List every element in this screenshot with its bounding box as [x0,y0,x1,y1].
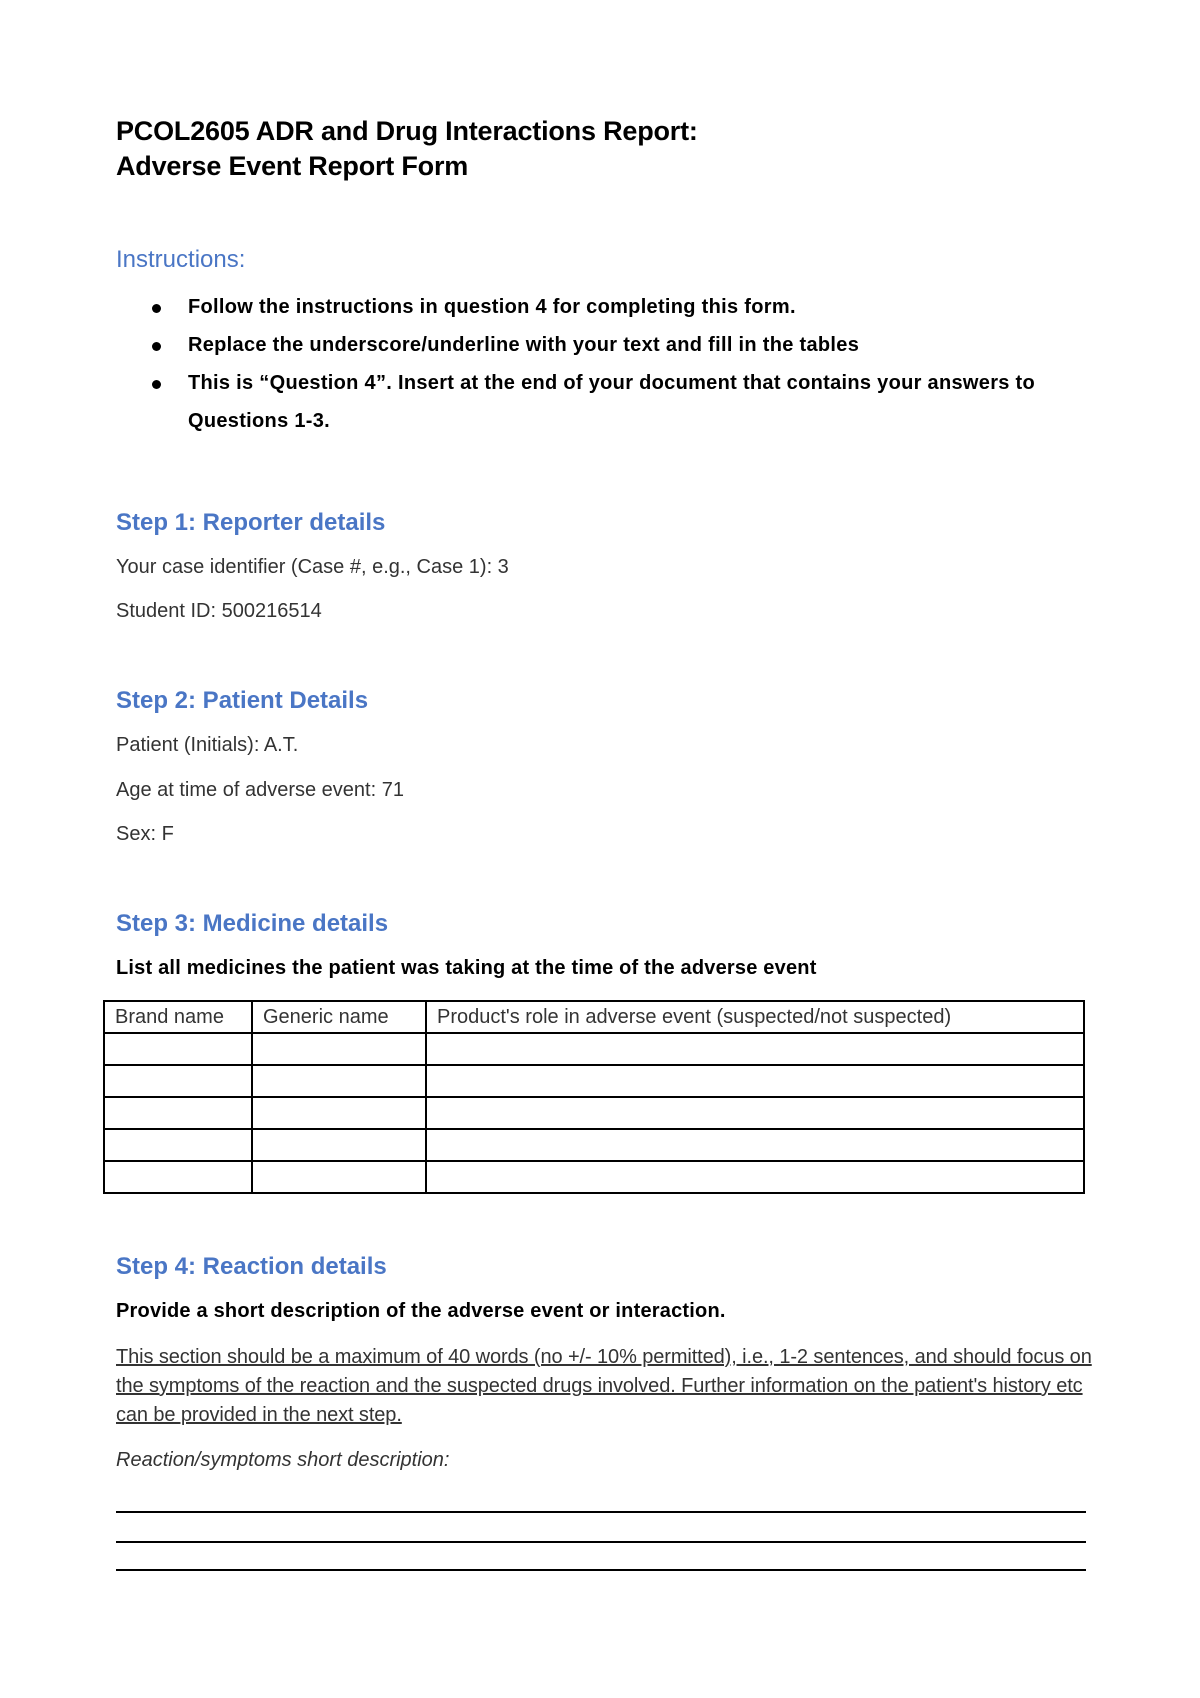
bullet-icon [152,342,161,351]
instruction-text: Replace the underscore/underline with your text and fill in the tables [188,334,860,356]
bullet-icon [152,304,161,313]
step3-subheading: List all medicines the patient was taking at the time of the adverse event [116,957,817,979]
patient-initials-field[interactable]: Patient (Initials): A.T. [116,734,299,756]
generic-name-cell[interactable] [252,1097,426,1129]
generic-name-cell[interactable] [252,1161,426,1193]
table-row [104,1129,1084,1161]
brand-name-cell[interactable] [104,1033,252,1065]
product-role-cell[interactable] [426,1065,1084,1097]
step2-heading: Step 2: Patient Details [116,687,369,714]
instruction-text: Follow the instructions in question 4 for completing this form. [188,296,796,318]
instructions-list [148,288,1088,440]
table-header-row [104,1001,1084,1033]
brand-name-cell[interactable] [104,1065,252,1097]
generic-name-cell[interactable] [252,1129,426,1161]
step4-heading: Step 4: Reaction details [116,1253,387,1280]
table-row [104,1065,1084,1097]
student-id-field[interactable]: Student ID: 500216514 [116,600,322,622]
patient-sex-field[interactable]: Sex: F [116,823,174,845]
patient-age-field[interactable]: Age at time of adverse event: 71 [116,779,404,801]
generic-name-cell[interactable] [252,1033,426,1065]
case-identifier-field[interactable]: Your case identifier (Case #, e.g., Case 1): 3 [116,556,509,578]
reaction-description-label: Reaction/symptoms short description: [116,1449,450,1471]
product-role-cell[interactable] [426,1097,1084,1129]
step4-subheading: Provide a short description of the adverse event or interaction. [116,1300,726,1322]
instruction-item [148,288,1088,326]
column-header-generic-name: Generic name [252,1001,426,1033]
product-role-cell[interactable] [426,1129,1084,1161]
step3-heading: Step 3: Medicine details [116,910,389,937]
brand-name-cell[interactable] [104,1161,252,1193]
column-header-product-role: Product's role in adverse event (suspected/not suspected) [426,1001,1084,1033]
medicine-table [103,1000,1085,1194]
document-title-line-2: Adverse Event Report Form [116,151,469,181]
product-role-cell[interactable] [426,1161,1084,1193]
instruction-item [148,326,1088,364]
product-role-cell[interactable] [426,1033,1084,1065]
instruction-item [148,364,1088,440]
table-row [104,1161,1084,1193]
reaction-description-line[interactable] [116,1569,1086,1571]
table-row [104,1033,1084,1065]
step1-heading: Step 1: Reporter details [116,509,386,536]
table-row [104,1097,1084,1129]
brand-name-cell[interactable] [104,1129,252,1161]
document-title-line-1: PCOL2605 ADR and Drug Interactions Report: [116,116,698,146]
bullet-icon [152,380,161,389]
generic-name-cell[interactable] [252,1065,426,1097]
step4-guidance-text: This section should be a maximum of 40 words (no +/- 10% permitted), i.e., 1-2 sentences, and should focus on the symptoms of the reaction and the suspected drugs involved. Further information on the patient's history etc can be provided in the next step. [116,1346,1092,1426]
column-header-brand-name: Brand name [104,1001,252,1033]
reaction-description-line[interactable] [116,1541,1086,1543]
instruction-text: This is “Question 4”. Insert at the end of your document that contains your answers to Questions 1-3. [188,372,1036,432]
instructions-heading: Instructions: [116,246,246,273]
reaction-description-line[interactable] [116,1511,1086,1513]
brand-name-cell[interactable] [104,1097,252,1129]
